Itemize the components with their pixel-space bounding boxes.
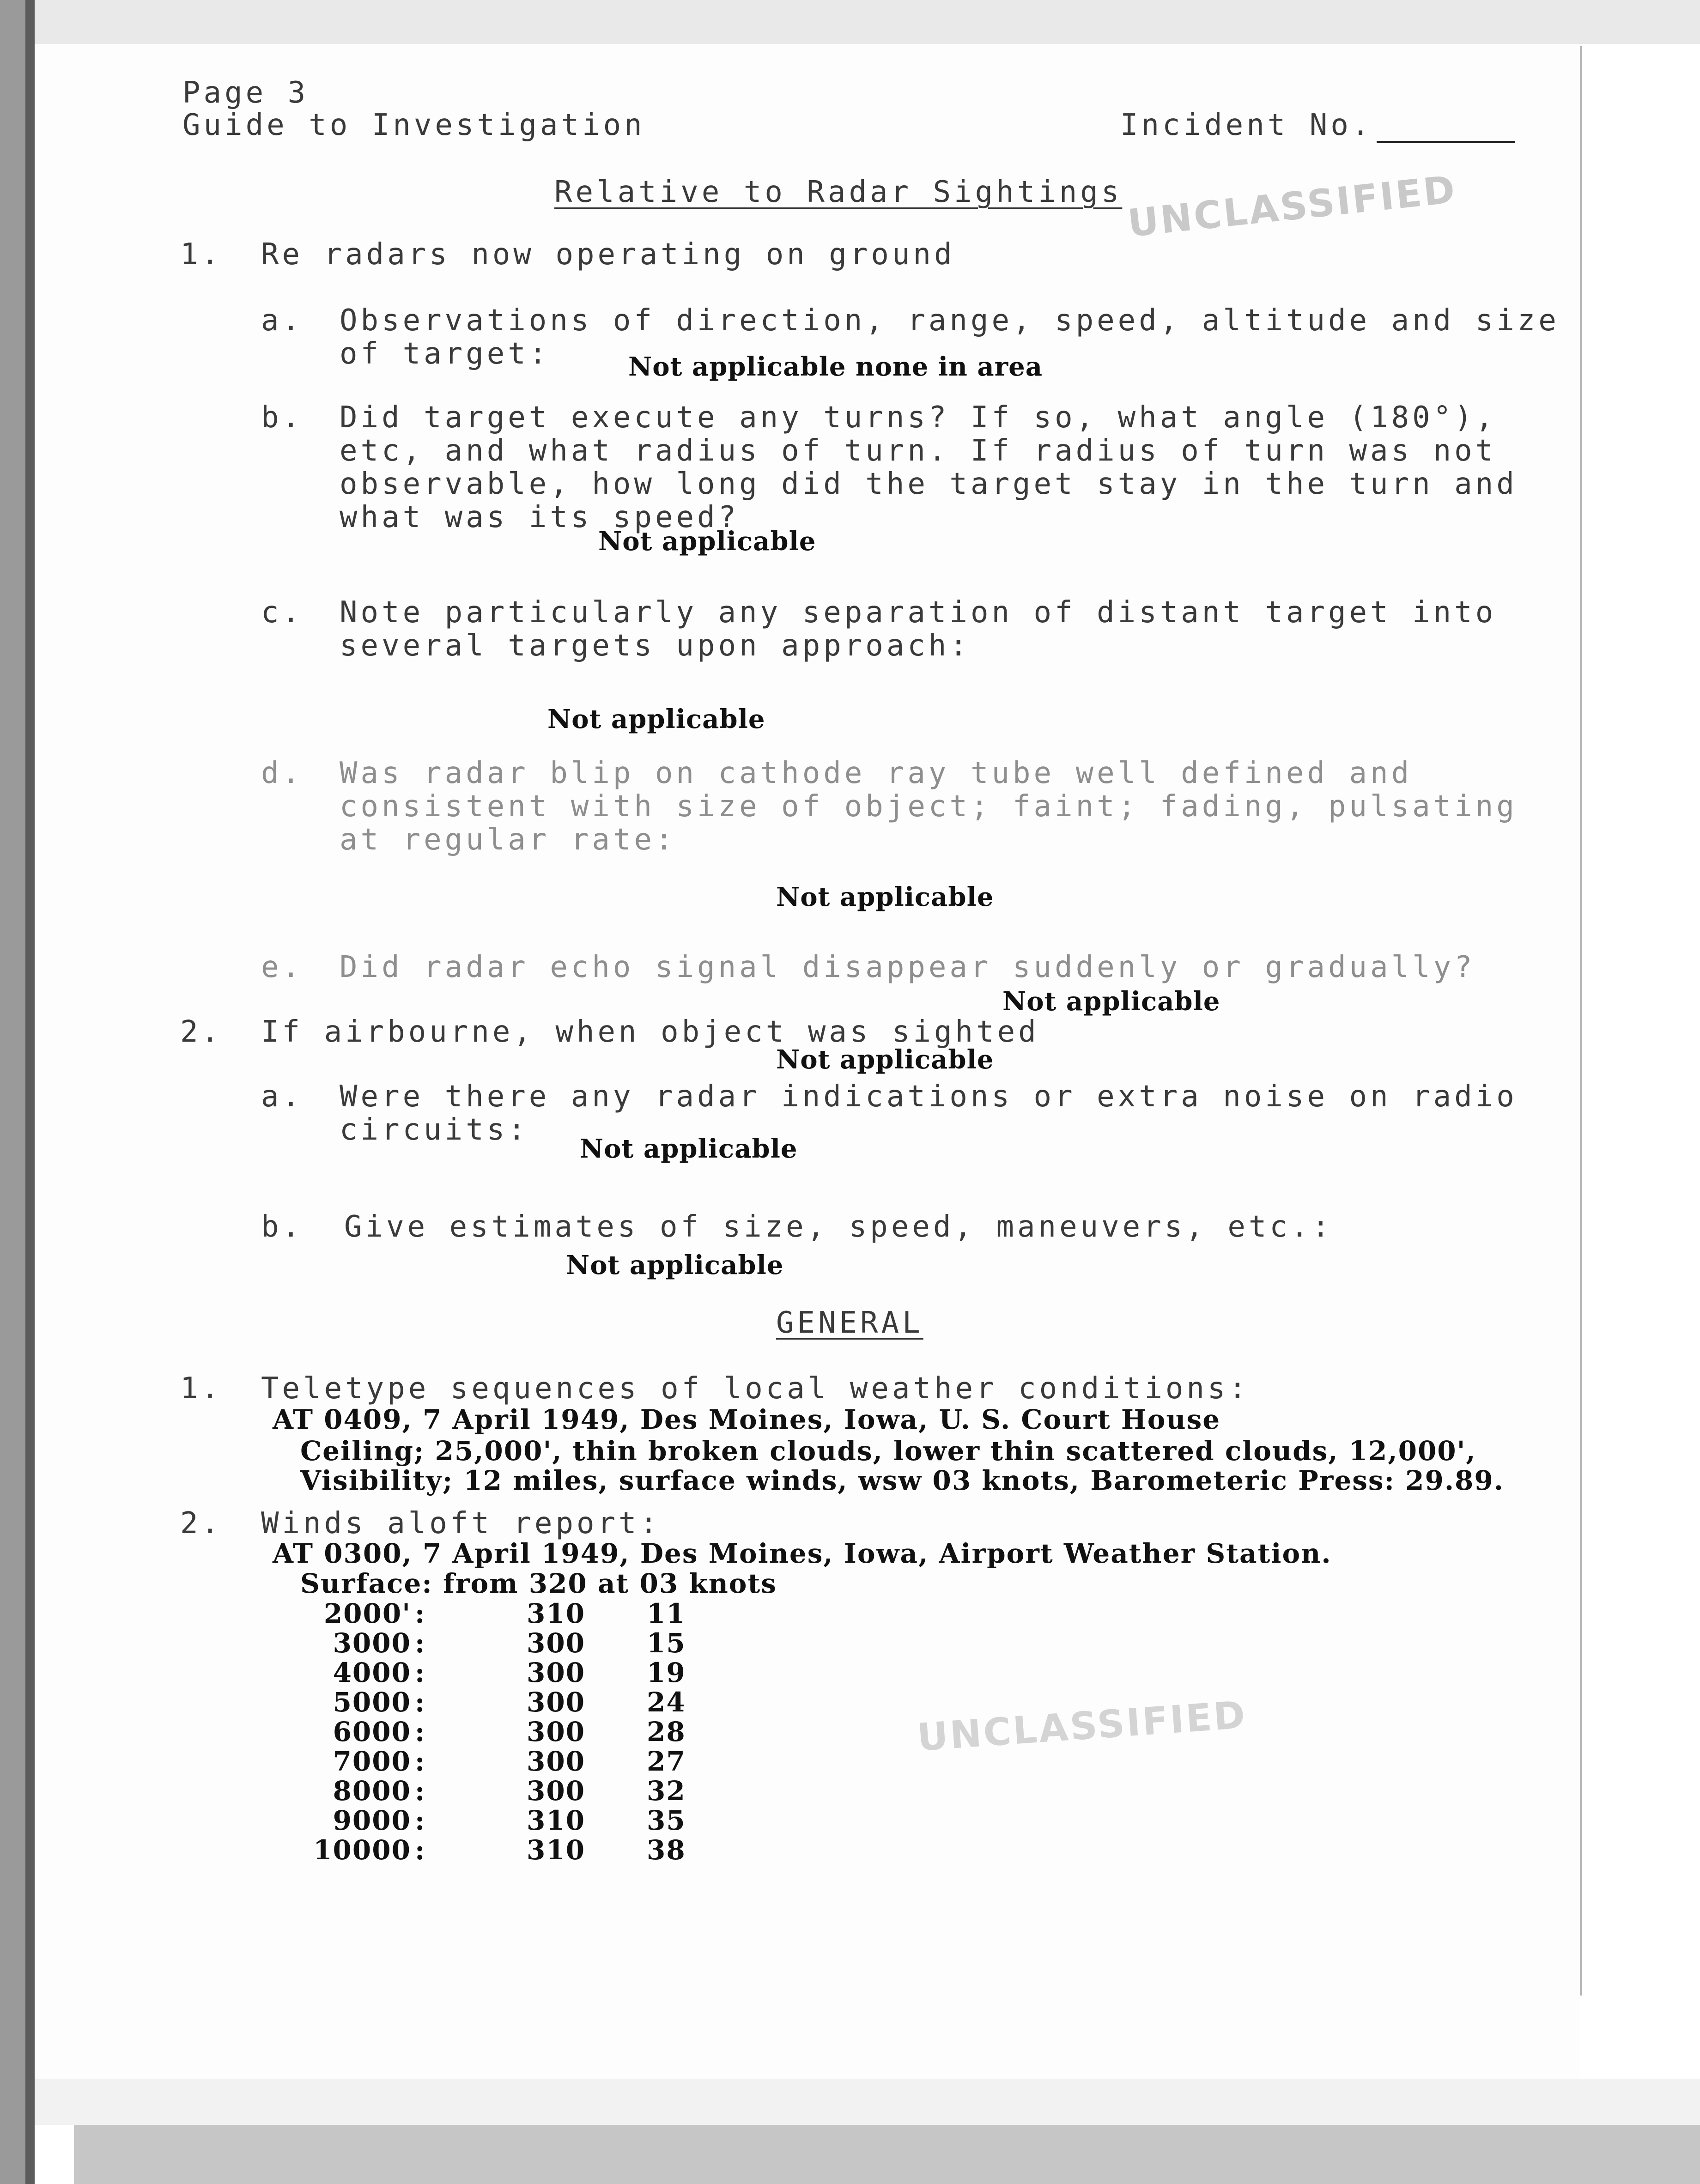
- weather-line: Ceiling; 25,000', thin broken clouds, lower thin scattered clouds, 12,000',: [300, 1435, 1476, 1467]
- item-number: 2.: [180, 1506, 223, 1541]
- unclassified-stamp: UNCLASSIFIED: [916, 1693, 1249, 1760]
- direction-cell: 310: [527, 1834, 586, 1866]
- direction-cell: 300: [527, 1687, 586, 1718]
- weather-line: AT 0409, 7 April 1949, Des Moines, Iowa, U. S. Court House: [273, 1404, 1221, 1435]
- altitude-cell: 3000: [333, 1627, 411, 1659]
- item-letter: e.: [261, 950, 304, 984]
- speed-cell: 38: [647, 1834, 686, 1866]
- speed-cell: 11: [647, 1598, 686, 1629]
- direction-cell: 300: [527, 1657, 586, 1688]
- altitude-cell: 7000: [333, 1746, 411, 1777]
- colon-cell: :: [415, 1598, 426, 1629]
- unclassified-stamp: UNCLASSIFIED: [1125, 167, 1459, 246]
- item-number: 2.: [180, 1015, 223, 1049]
- speed-cell: 35: [647, 1805, 686, 1836]
- scan-border-bottom-light: [35, 2079, 1700, 2125]
- colon-cell: :: [415, 1687, 426, 1718]
- item-text: If airbourne, when object was sighted: [261, 1015, 1039, 1049]
- direction-cell: 310: [527, 1598, 586, 1629]
- altitude-cell: 4000: [333, 1657, 411, 1688]
- question-text: Observations of direction, range, speed, altitude and size of target:: [340, 303, 1560, 371]
- colon-cell: :: [415, 1834, 426, 1866]
- answer-text: Not applicable: [776, 1044, 994, 1075]
- colon-cell: :: [415, 1746, 426, 1777]
- page-number: Page 3: [182, 76, 309, 110]
- question-text: Give estimates of size, speed, maneuvers, etc.:: [344, 1210, 1333, 1244]
- page-edge: [1580, 46, 1582, 1996]
- incident-number-blank: [1377, 141, 1515, 143]
- question-text: Note particularly any separation of distant target into several targets upon approach:: [340, 595, 1497, 663]
- altitude-cell: 9000: [333, 1805, 411, 1836]
- speed-cell: 32: [647, 1775, 686, 1807]
- direction-cell: 300: [527, 1716, 586, 1747]
- surface-winds-line: Surface: from 320 at 03 knots: [300, 1568, 777, 1599]
- item-letter: a.: [261, 1080, 304, 1114]
- speed-cell: 27: [647, 1746, 686, 1777]
- altitude-cell: 5000: [333, 1687, 411, 1718]
- altitude-cell: 6000: [333, 1716, 411, 1747]
- answer-text: Not applicable: [776, 882, 994, 912]
- item-text: Winds aloft report:: [261, 1506, 661, 1541]
- incident-label: Incident No.: [1120, 108, 1373, 142]
- answer-text: Not applicable: [547, 704, 765, 734]
- scan-border-shadow: [25, 0, 35, 2184]
- item-letter: b.: [261, 400, 304, 435]
- colon-cell: :: [415, 1805, 426, 1836]
- speed-cell: 28: [647, 1716, 686, 1747]
- direction-cell: 300: [527, 1627, 586, 1659]
- colon-cell: :: [415, 1657, 426, 1688]
- colon-cell: :: [415, 1627, 426, 1659]
- altitude-cell: 8000: [333, 1775, 411, 1807]
- question-text: Did target execute any turns? If so, what angle (180°), etc, and what radius of turn. If radius of turn was not observable, how long did the target stay in the turn and what was its speed?: [340, 400, 1518, 534]
- scan-border-left: [0, 0, 25, 2184]
- item-letter: b.: [261, 1210, 304, 1244]
- item-text: Teletype sequences of local weather conditions:: [261, 1371, 1250, 1406]
- question-text: Was radar blip on cathode ray tube well defined and consistent with size of object; faint; fading, pulsating at regular rate:: [340, 756, 1518, 857]
- item-number: 1.: [180, 237, 223, 272]
- item-number: 1.: [180, 1371, 223, 1406]
- general-heading: GENERAL: [776, 1306, 923, 1340]
- guide-title: Guide to Investigation: [182, 108, 645, 142]
- speed-cell: 19: [647, 1657, 686, 1688]
- winds-line: AT 0300, 7 April 1949, Des Moines, Iowa, Airport Weather Station.: [273, 1538, 1332, 1569]
- answer-text: Not applicable: [1002, 986, 1220, 1017]
- item-letter: a.: [261, 303, 304, 338]
- item-letter: d.: [261, 756, 304, 790]
- answer-text: Not applicable: [580, 1134, 798, 1164]
- answer-text: Not applicable: [566, 1250, 784, 1280]
- direction-cell: 300: [527, 1746, 586, 1777]
- direction-cell: 310: [527, 1805, 586, 1836]
- altitude-cell: 10000: [313, 1834, 411, 1866]
- section-title: Relative to Radar Sightings: [554, 175, 1123, 209]
- item-text: Re radars now operating on ground: [261, 237, 955, 272]
- scan-border-top: [35, 0, 1700, 44]
- answer-text: Not applicable none in area: [628, 352, 1043, 382]
- answer-text: Not applicable: [598, 526, 816, 557]
- weather-line: Visibility; 12 miles, surface winds, wsw 03 knots, Barometeric Press: 29.89.: [300, 1465, 1504, 1496]
- altitude-cell: 2000': [323, 1598, 411, 1629]
- scan-border-bottom: [74, 2125, 1700, 2184]
- speed-cell: 24: [647, 1687, 686, 1718]
- colon-cell: :: [415, 1716, 426, 1747]
- colon-cell: :: [415, 1775, 426, 1807]
- speed-cell: 15: [647, 1627, 686, 1659]
- item-letter: c.: [261, 595, 304, 630]
- direction-cell: 300: [527, 1775, 586, 1807]
- question-text: Did radar echo signal disappear suddenly or gradually?: [340, 950, 1475, 984]
- question-text: Were there any radar indications or extra noise on radio circuits:: [340, 1080, 1518, 1147]
